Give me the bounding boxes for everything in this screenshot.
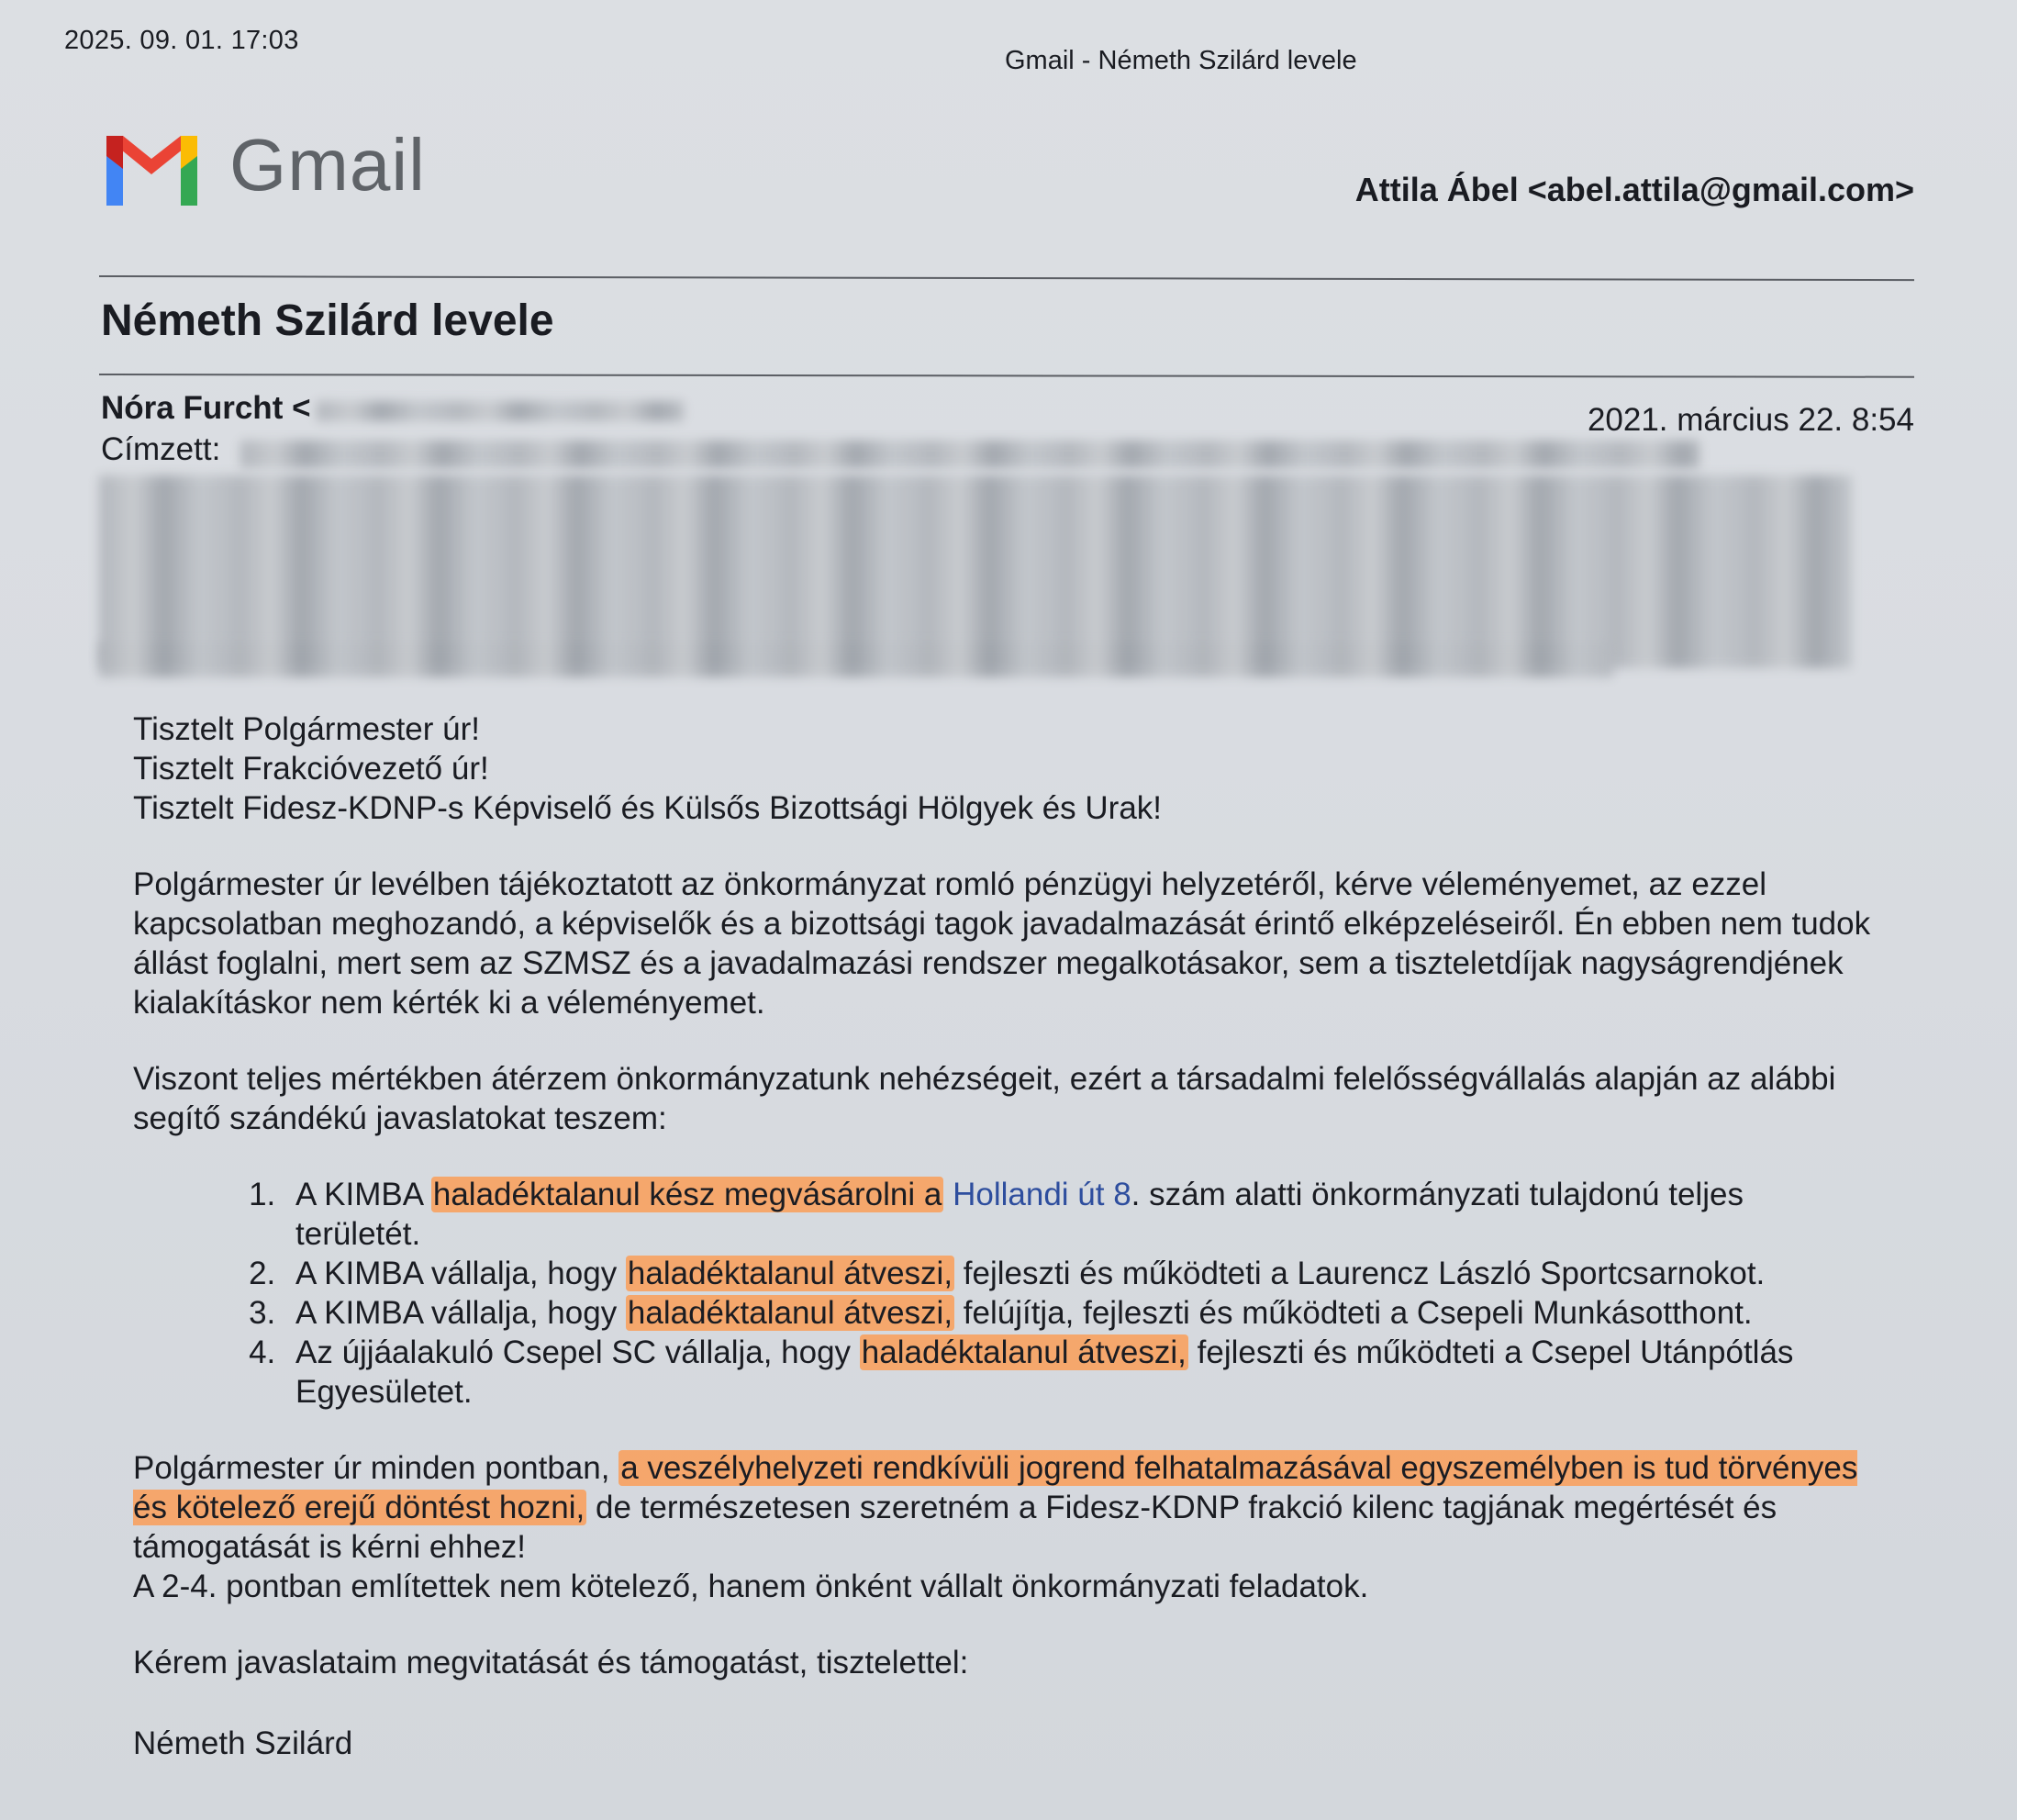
proposal-item: 3. A KIMBA vállalja, hogy haladéktalanul átveszi, felújítja, fejleszti és működteti a Csepeli Munkásotthont. (284, 1293, 1877, 1333)
highlighted-text: haladéktalanul átveszi, (861, 1334, 1187, 1370)
body-paragraph: A 2-4. pontban említettek nem kötelező, hanem önként vállalt önkormányzati feladatok. (133, 1569, 1369, 1604)
proposal-item: 4. Az újjáalakuló Csepel SC vállalja, hogy haladéktalanul átveszi, fejleszti és működteti a Csepel Utánpótlás Egyesületet. (284, 1333, 1877, 1412)
body-paragraph: Viszont teljes mértékben átérzem önkormányzatunk nehézségeit, ezért a társadalmi felelősségvállalás alapján az alábbi segítő szándékú javaslatokat teszem: (133, 1061, 1836, 1136)
body-paragraph: Polgármester úr minden pontban, a veszélyhelyzeti rendkívüli jogrend felhatalmazásával egyszemélyben is tud törvényes és kötelező erejű döntést hozni, de természetesen szeretném a Fidesz-KDNP frakció kilenc tagjának megértését és támogatását is kérni ehhez! (133, 1450, 1858, 1565)
body-paragraph: Polgármester úr levélben tájékoztatott az önkormányzat romló pénzügyi helyzetéről, kérve véleményemet, az ezzel kapcsolatban meghozandó, a képviselők és a bizottsági tagok javadalmazását érintő elképzeléseiről. Én ebben nem tudok állást foglalni, mert sem az SZMSZ és a javadalmazási rendszer megalkotásakor, sem a tiszteletdíjak nagyságrendjének kialakításkor nem kérték ki a véleményemet. (133, 866, 1871, 1021)
redacted-recipients (99, 475, 1852, 668)
print-page-title: Gmail - Németh Szilárd levele (1005, 46, 1357, 75)
email-body (133, 709, 1877, 1763)
closing-line: Kérem javaslataim megvitatását és támogatást, tisztelettel: (133, 1645, 969, 1680)
divider (99, 275, 1914, 281)
divider (99, 374, 1914, 378)
proposal-item: 2. A KIMBA vállalja, hogy haladéktalanul átveszi, fejleszti és működteti a Laurencz László Sportcsarnokot. (284, 1254, 1877, 1293)
greeting-line: Tisztelt Polgármester úr! (133, 711, 480, 747)
highlighted-text: haladéktalanul átveszi, (627, 1295, 953, 1331)
recipient-label: Címzett: (101, 431, 221, 467)
redacted-recipients (99, 642, 1613, 677)
account-address: Attila Ábel <abel.attila@gmail.com> (1354, 171, 1914, 208)
highlighted-text: haladéktalanul átveszi, (627, 1256, 953, 1291)
gmail-wordmark: Gmail (229, 124, 426, 206)
redacted-recipients (240, 441, 1699, 468)
email-subject: Németh Szilárd levele (101, 296, 554, 345)
highlighted-text: a veszélyhelyzeti rendkívüli jogrend felhatalmazásával egyszemélyben is tud törvényes és kötelező erejű döntést hozni, (133, 1450, 1858, 1525)
highlighted-text: haladéktalanul kész megvásárolni a (432, 1177, 942, 1212)
greeting-line: Tisztelt Fidesz-KDNP-s Képviselő és Külsős Bizottsági Hölgyek és Urak! (133, 790, 1163, 826)
redacted-sender-address (317, 401, 684, 421)
gmail-m-icon (99, 128, 205, 209)
signature: Németh Szilárd (133, 1725, 353, 1761)
address-link[interactable]: Hollandi út 8 (953, 1177, 1131, 1212)
sender-name: Nóra Furcht < (101, 390, 311, 426)
proposal-list (133, 1175, 1877, 1412)
print-datetime: 2025. 09. 01. 17:03 (64, 26, 299, 55)
proposal-item: 1. A KIMBA haladéktalanul kész megvásárolni a Hollandi út 8. szám alatti önkormányzati tulajdonú teljes területét. (284, 1175, 1877, 1254)
greeting-line: Tisztelt Frakcióvezető úr! (133, 751, 489, 787)
sent-date: 2021. március 22. 8:54 (1587, 402, 1914, 438)
